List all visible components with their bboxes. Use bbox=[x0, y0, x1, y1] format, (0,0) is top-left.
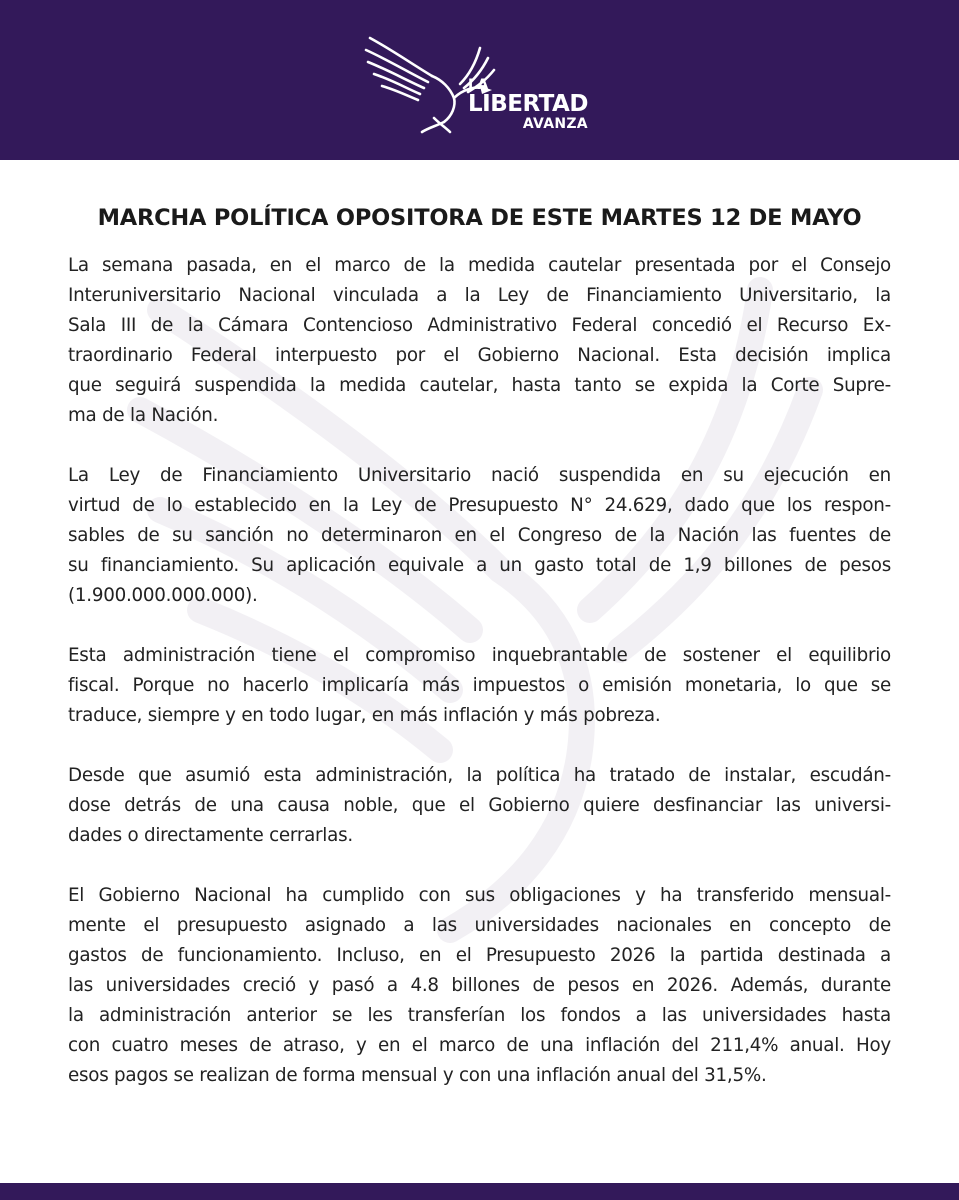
text-line: traduce, siempre y en todo lugar, en más inflación y más pobreza. bbox=[68, 705, 661, 726]
text-line: Esta administración tiene el compromiso inquebrantable de sostener el equilibrio bbox=[68, 645, 891, 666]
brand-line-libertad: LIBERTAD bbox=[468, 91, 588, 117]
text-line: Sala III de la Cámara Contencioso Administrativo Federal concedió el Recurso Ex- bbox=[68, 315, 891, 336]
paragraph-3 bbox=[68, 641, 891, 731]
footer-bar bbox=[0, 1183, 959, 1200]
text-line: traordinario Federal interpuesto por el Gobierno Nacional. Esta decisión implica bbox=[68, 345, 891, 366]
text-line: fiscal. Porque no hacerlo implicaría más impuestos o emisión monetaria, lo que se bbox=[68, 675, 891, 696]
text-line: gastos de funcionamiento. Incluso, en el Presupuesto 2026 la partida destinada a bbox=[68, 945, 891, 966]
brand-wordmark bbox=[468, 78, 588, 131]
text-line: Desde que asumió esta administración, la política ha tratado de instalar, escudán- bbox=[68, 765, 891, 786]
paragraph-2 bbox=[68, 461, 891, 611]
text-line: mente el presupuesto asignado a las universidades nacionales en concepto de bbox=[68, 915, 891, 936]
text-line: con cuatro meses de atraso, y en el marco de una inflación del 211,4% anual. Hoy bbox=[68, 1035, 891, 1056]
page-title: MARCHA POLÍTICA OPOSITORA DE ESTE MARTES 12 DE MAYO bbox=[97, 205, 862, 231]
text-line: que seguirá suspendida la medida cautelar, hasta tanto se expida la Corte Supre- bbox=[68, 375, 891, 396]
text-line: virtud de lo establecido en la Ley de Presupuesto N° 24.629, dado que los respon- bbox=[68, 495, 891, 516]
text-line: sables de su sanción no determinaron en el Congreso de la Nación las fuentes de bbox=[68, 525, 891, 546]
text-line: dose detrás de una causa noble, que el Gobierno quiere desfinanciar las universi- bbox=[68, 795, 891, 816]
brand-line-la: LA bbox=[468, 77, 489, 93]
text-line: La semana pasada, en el marco de la medida cautelar presentada por el Consejo bbox=[68, 255, 891, 276]
brand-line-avanza: AVANZA bbox=[522, 116, 588, 132]
text-line: La Ley de Financiamiento Universitario nació suspendida en su ejecución en bbox=[68, 465, 891, 486]
text-line: la administración anterior se les transferían los fondos a las universidades hasta bbox=[68, 1005, 891, 1026]
paragraph-1 bbox=[68, 251, 891, 431]
paragraph-4 bbox=[68, 761, 891, 851]
text-line: esos pagos se realizan de forma mensual y con una inflación anual del 31,5%. bbox=[68, 1065, 767, 1086]
text-line: (1.900.000.000.000). bbox=[68, 585, 258, 606]
text-line: las universidades creció y pasó a 4.8 billones de pesos en 2026. Además, durante bbox=[68, 975, 891, 996]
text-line: Interuniversitario Nacional vinculada a la Ley de Financiamiento Universitario, la bbox=[68, 285, 891, 306]
brand-logo bbox=[362, 28, 602, 140]
header-bar bbox=[0, 0, 959, 160]
text-line: dades o directamente cerrarlas. bbox=[68, 825, 353, 846]
text-line: ma de la Nación. bbox=[68, 405, 219, 426]
statement-body bbox=[68, 205, 891, 1121]
text-line: El Gobierno Nacional ha cumplido con sus obligaciones y ha transferido mensual- bbox=[68, 885, 891, 906]
paragraph-5 bbox=[68, 881, 891, 1091]
text-line: su financiamiento. Su aplicación equivale a un gasto total de 1,9 billones de pesos bbox=[68, 555, 891, 576]
